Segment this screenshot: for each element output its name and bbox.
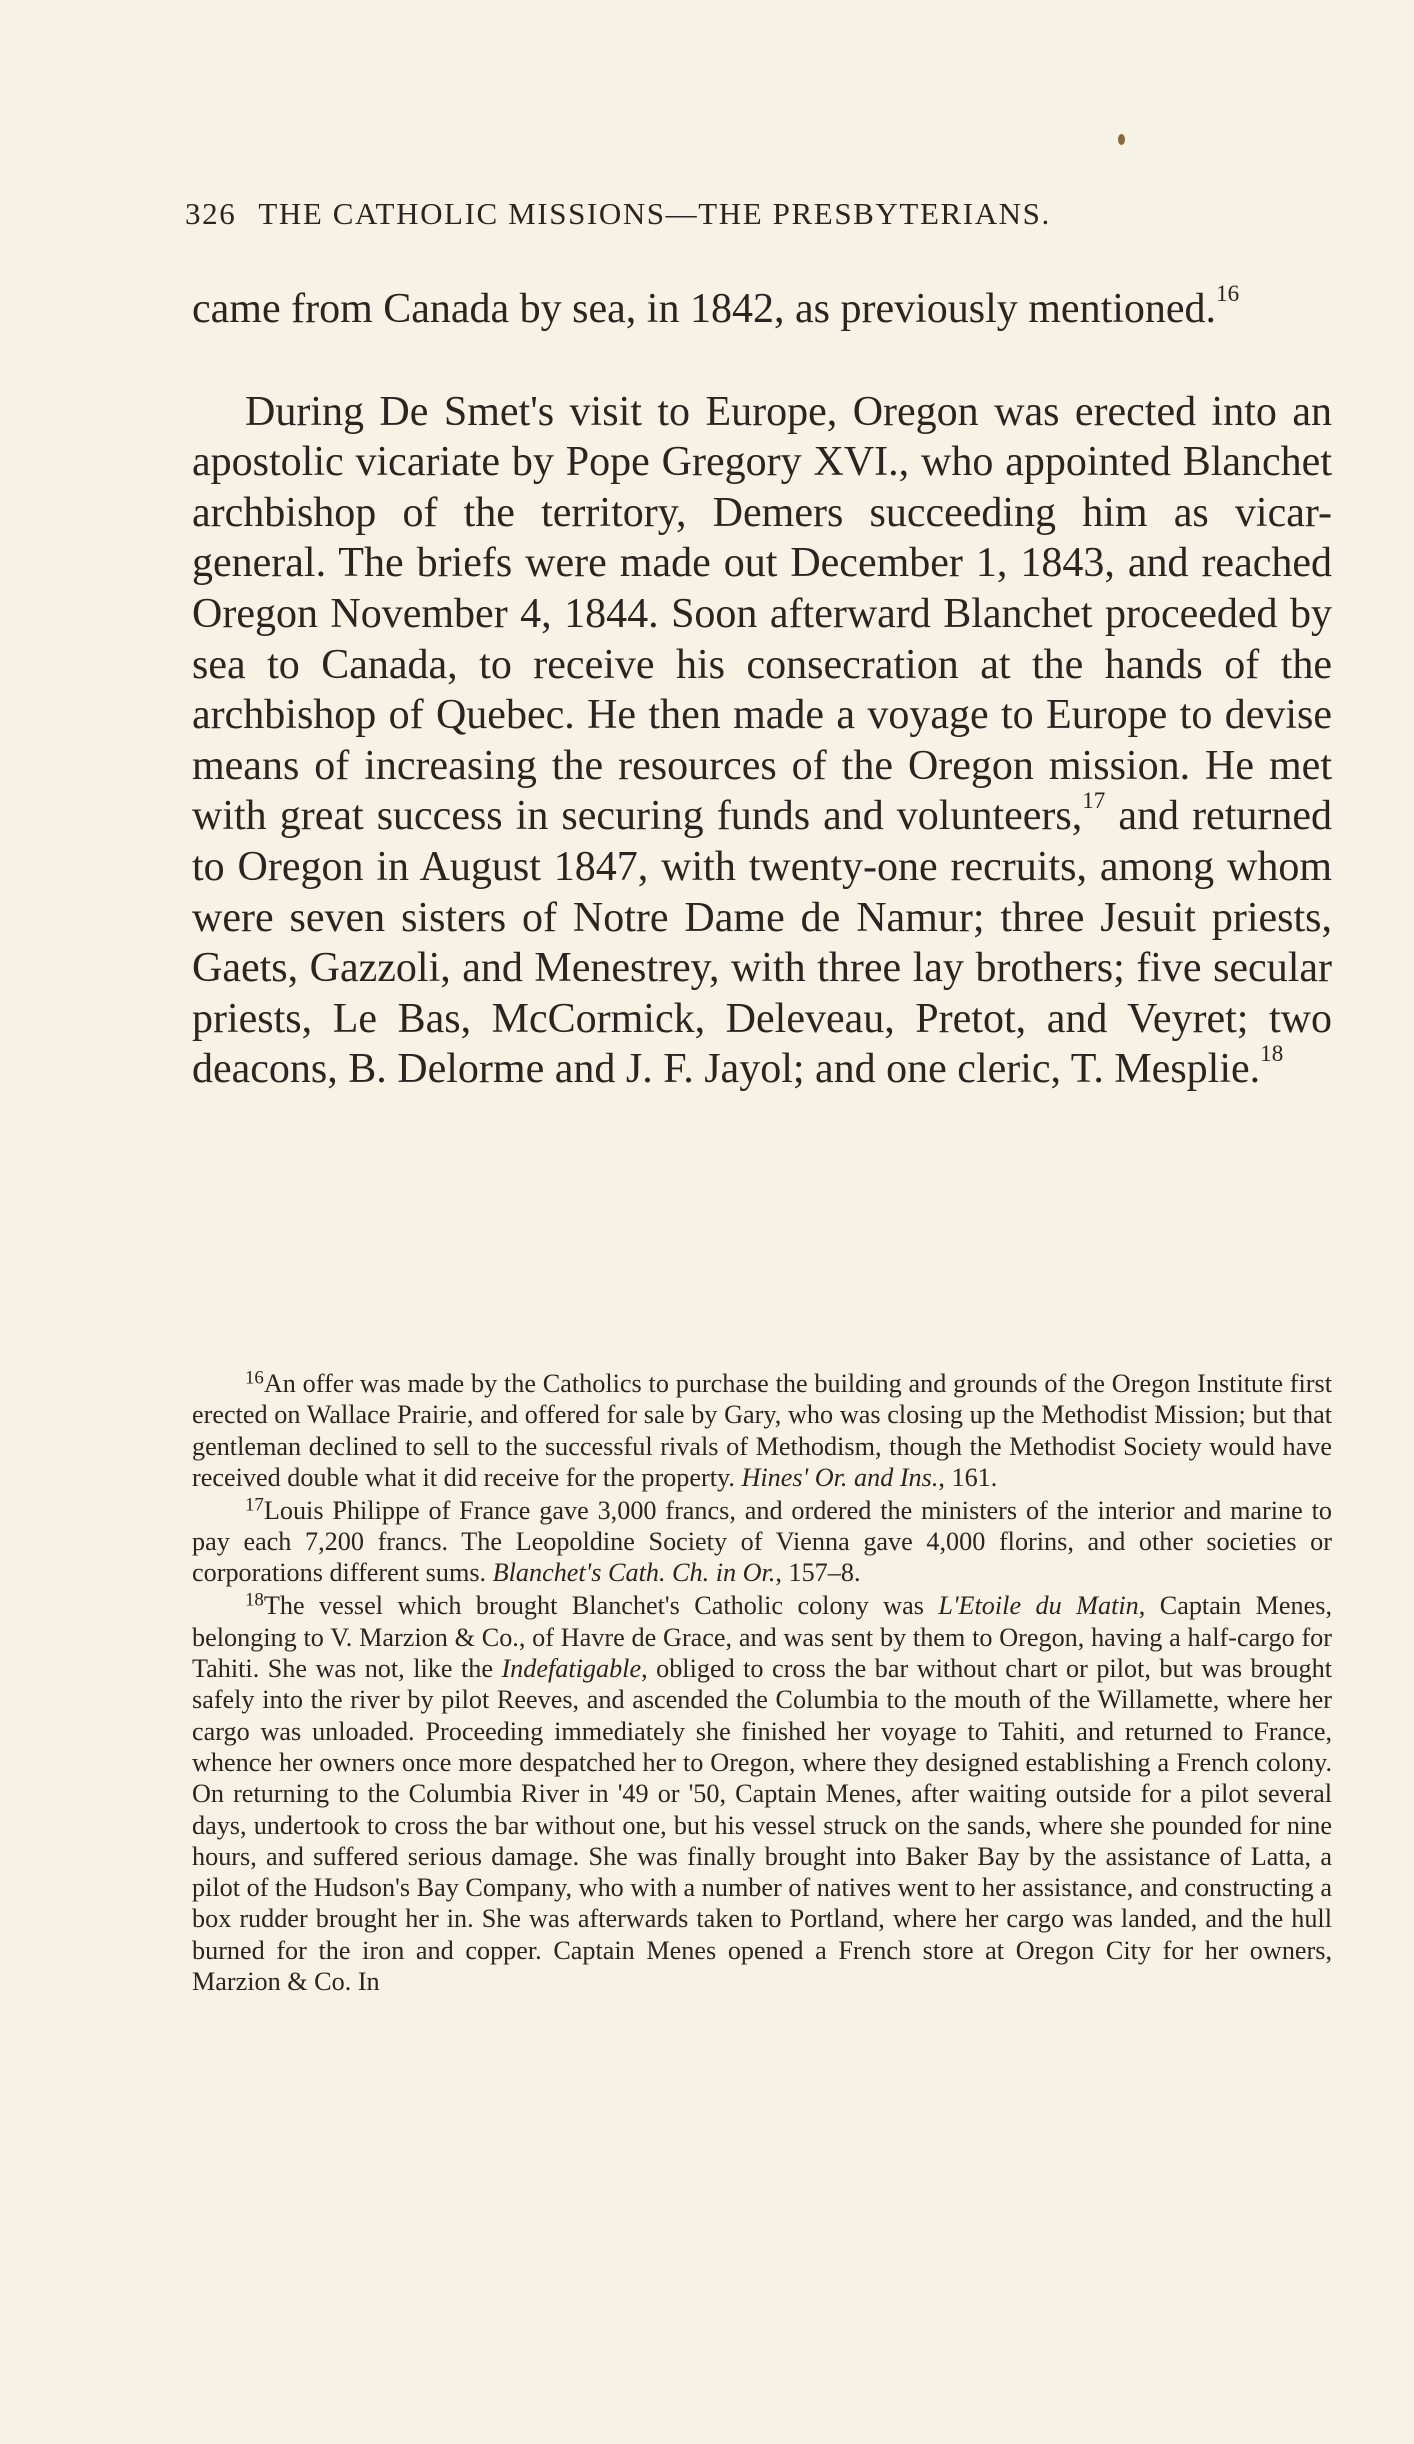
ship-name: L'Etoile du Matin [938, 1591, 1139, 1621]
running-header [185, 196, 1215, 232]
main-text [192, 280, 1332, 1095]
ship-name: Indefatigable [501, 1654, 642, 1684]
citation: Blanchet's Cath. Ch. in Or. [492, 1558, 776, 1588]
footnote-16: $^{16}$An offer was made by the Catholics to purchase the building and grounds of the Oregon Institute first erected on Wallace Prairie, and offered for sale by Gary, who was closing up the Methodist Mission; but that gentleman declined to sell to the successful rivals of Methodism, though the Methodist Society would have received double what it did receive for the property. Hines' Or. and Ins., 161. [192, 1367, 1332, 1492]
footnote-ref-17: 17 [1082, 787, 1106, 814]
footnotes [192, 1368, 1332, 1999]
running-title: THE CATHOLIC MISSIONS—THE PRESBYTERIANS. [258, 196, 1051, 231]
ink-speck [1118, 134, 1125, 145]
footnote-number: 16 [245, 1367, 264, 1389]
footnote-number: 17 [245, 1494, 264, 1516]
page-number: 326 [185, 196, 237, 231]
paragraph-1: came from Canada by sea, in 1842, as previously mentioned.$^{16}$ [192, 280, 1240, 332]
paragraph-2: During De Smet's visit to Europe, Oregon was erected into an apostolic vicariate by Pope Gregory XVI., who appointed Blanchet archbishop of the territory, Demers succeeding him as vicar-general. The briefs were made out December 1, 1843, and reached Oregon November 4, 1844. Soon afterward Blanchet proceeded by sea to Canada, to receive his consecration at the hands of the archbishop of Quebec. He then made a voyage to Europe to devise means of increasing the resources of the Oregon mission. He met with great success in securing funds and volunteers,$^{17}$ and returned to Oregon in August 1847, with twenty-one recruits, among whom were seven sisters of Notre Dame de Namur; three Jesuit priests, Gaets, Gazzoli, and Menestrey, with three lay brothers; five secular priests, Le Bas, McCormick, Deleveau, Pretot, and Veyret; two deacons, B. Delorme and J. F. Jayol; and one cleric, T. Mesplie.$^{18}$ [192, 388, 1332, 1093]
footnote-ref-18: 18 [1260, 1040, 1284, 1067]
footnote-ref-16: 16 [1216, 280, 1240, 307]
footnote-18: $^{18}$The vessel which brought Blanchet's Catholic colony was L'Etoile du Matin, Captain Menes, belonging to V. Marzion & Co., of Havre de Grace, and was sent by them to Oregon, having a half-cargo for Tahiti. She was not, like the Indefatigable, obliged to cross the bar without chart or pilot, but was brought safely into the river by pilot Reeves, and ascended the Columbia to the mouth of the Willamette, where her cargo was unloaded. Proceeding immediately she finished her voyage to Tahiti, and returned to France, whence her owners once more despatched her to Oregon, where they designed establishing a French colony. On returning to the Columbia River in '49 or '50, Captain Menes, after waiting outside for a pilot several days, undertook to cross the bar without one, but his vessel struck on the sands, where she pounded for nine hours, and suffered serious damage. She was finally brought into Baker Bay by the assistance of Latta, a pilot of the Hudson's Bay Company, who with a number of natives went to her assistance, and constructing a box rudder brought her in. She was afterwards taken to Portland, where her cargo was landed, and the hull burned for the iron and copper. Captain Menes opened a French store at Oregon City for her owners, Marzion & Co. In [192, 1589, 1333, 1997]
citation: Hines' Or. and Ins. [741, 1462, 939, 1492]
footnote-number: 18 [245, 1589, 264, 1611]
footnote-17: $^{17}$Louis Philippe of France gave 3,000 francs, and ordered the ministers of the interior and marine to pay each 7,200 francs. The Leopoldine Society of Vienna gave 4,000 florins, and other societies or corporations different sums. Blanchet's Cath. Ch. in Or., 157–8. [192, 1494, 1332, 1588]
